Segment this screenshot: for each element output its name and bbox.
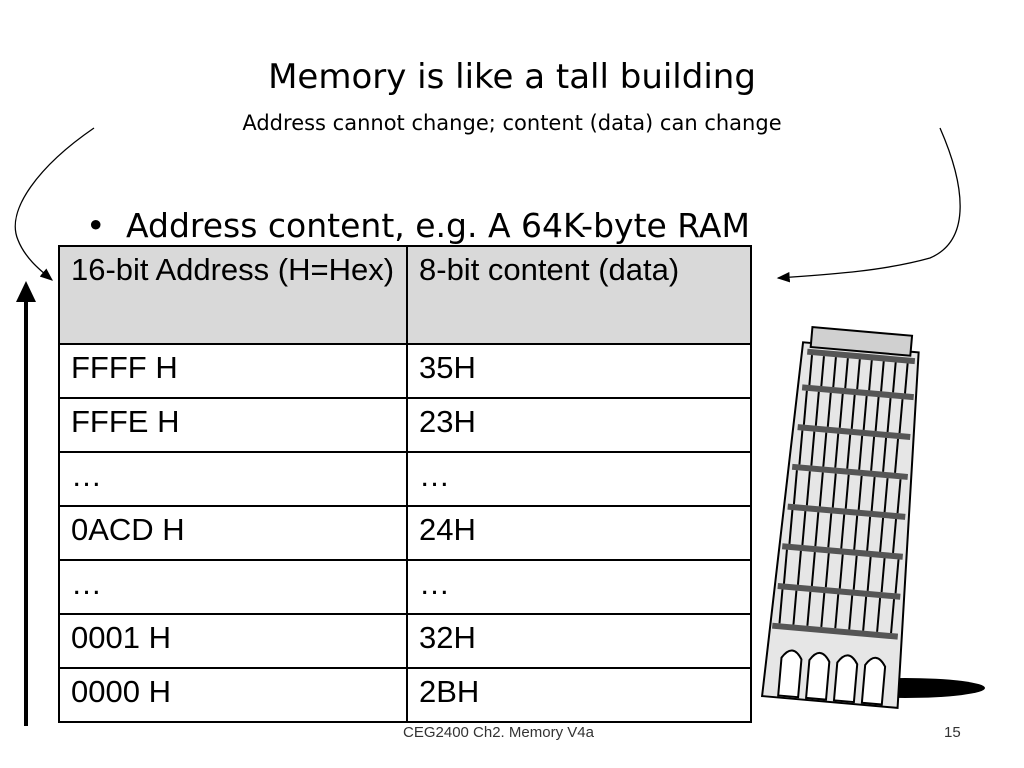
curved-arrow-left-icon — [15, 128, 94, 280]
content-cell: … — [407, 452, 751, 506]
address-cell: … — [59, 452, 407, 506]
content-cell: … — [407, 560, 751, 614]
content-cell: 35H — [407, 344, 751, 398]
slide-footer: CEG2400 Ch2. Memory V4a — [403, 724, 594, 741]
bullet-text: Address content, e.g. A 64K-byte RAM — [126, 206, 750, 245]
address-cell: 0000 H — [59, 668, 407, 722]
address-cell: … — [59, 560, 407, 614]
page-number: 15 — [944, 724, 961, 741]
header-address: 16-bit Address (H=Hex) — [59, 246, 407, 344]
bullet-marker: • — [86, 206, 106, 245]
header-content: 8-bit content (data) — [407, 246, 751, 344]
curved-arrow-right-icon — [778, 128, 960, 278]
leaning-tower-icon — [762, 325, 985, 707]
address-cell: FFFF H — [59, 344, 407, 398]
content-cell: 32H — [407, 614, 751, 668]
content-cell: 23H — [407, 398, 751, 452]
content-cell: 2BH — [407, 668, 751, 722]
address-cell: 0001 H — [59, 614, 407, 668]
slide-title: Memory is like a tall building — [268, 57, 756, 97]
address-cell: FFFE H — [59, 398, 407, 452]
address-cell: 0ACD H — [59, 506, 407, 560]
slide-subtitle: Address cannot change; content (data) can change — [242, 111, 782, 135]
up-arrow-icon — [16, 281, 36, 726]
content-cell: 24H — [407, 506, 751, 560]
